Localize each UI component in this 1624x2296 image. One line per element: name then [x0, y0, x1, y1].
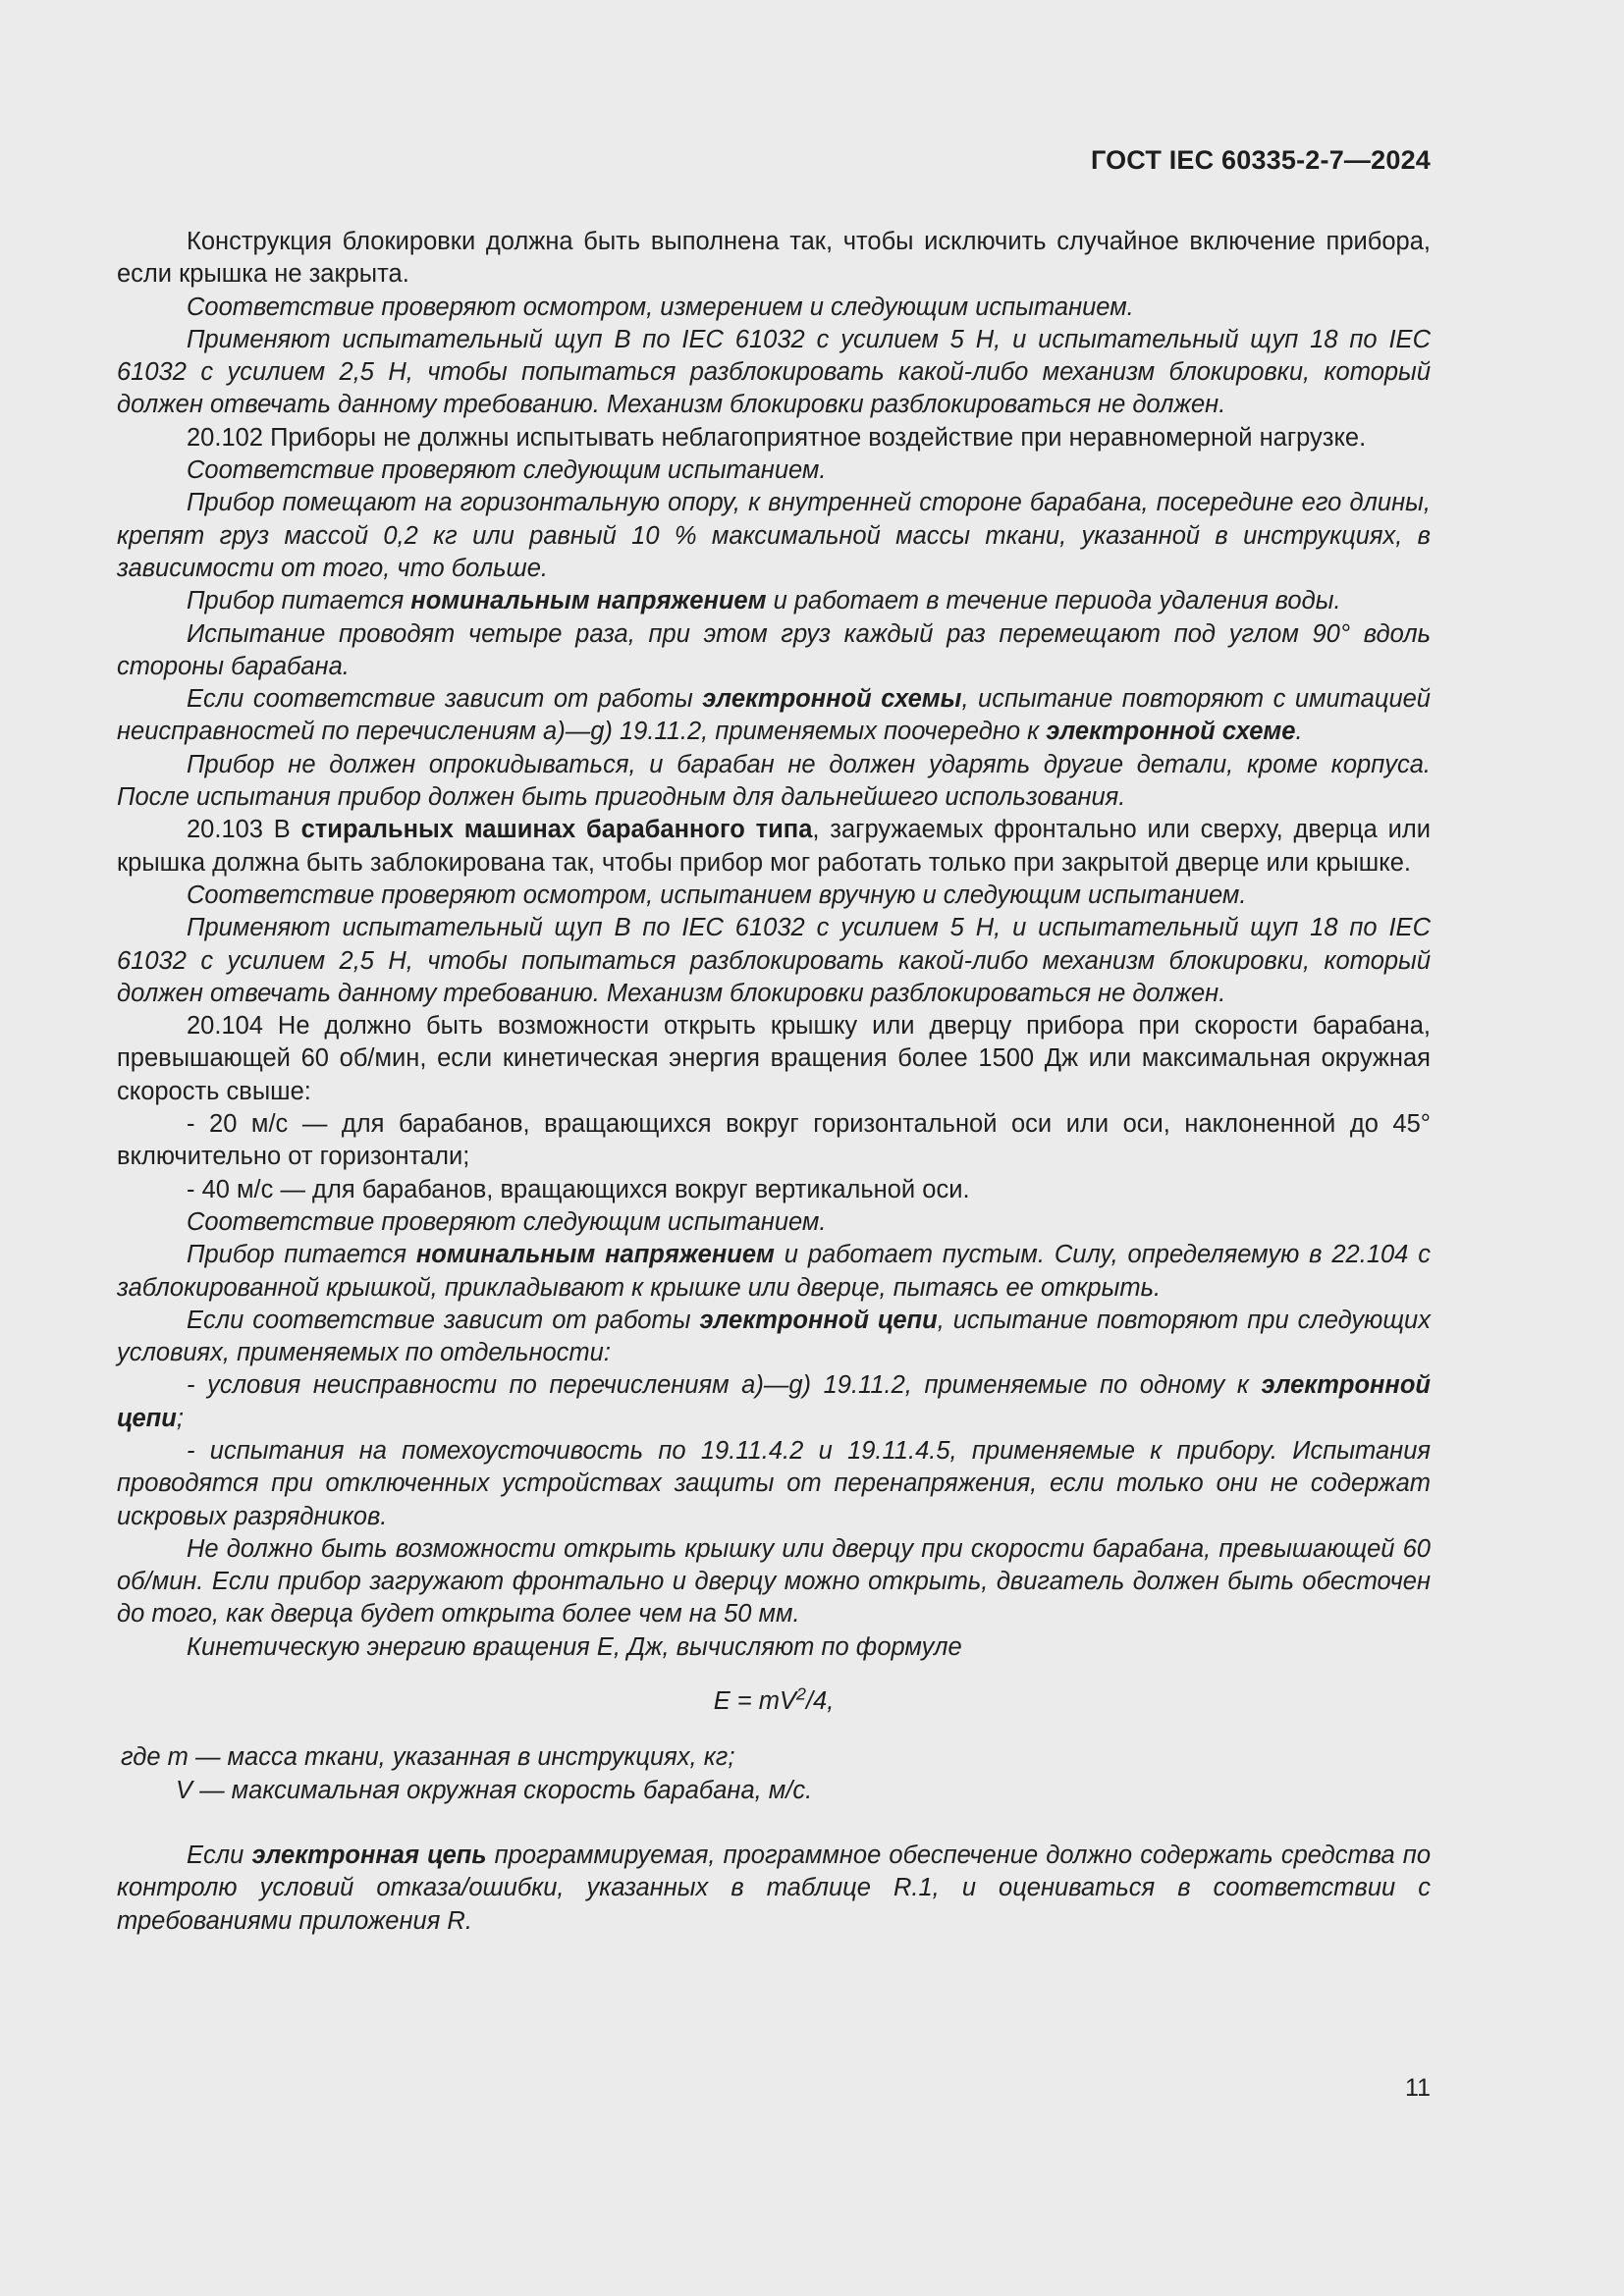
defined-term: электронной цепи	[117, 1371, 1431, 1432]
formula: $E = mV^2/4$,	[713, 1683, 835, 1716]
paragraph: Не должно быть возможности открыть крышку или дверцу при скорости барабана, превышающей 60 об/мин. Если прибор загружают фронтально и дверцу можно открыть, двигатель должен быть обесточен до того, как дверца будет открыта более чем на 50 мм.	[117, 1534, 1431, 1629]
paragraph: Соответствие проверяют осмотром, измерением и следующим испытанием.	[187, 293, 1134, 321]
paragraph: Прибор питается номинальным напряжением и работает пустым. Силу, определяемую в 22.104 с заблокированной крышкой, прикладывают к крышке или дверце, пытаясь ее открыть.	[117, 1241, 1431, 1302]
defined-term: электронная цепь	[251, 1841, 487, 1869]
defined-term: электронной цепи	[699, 1306, 938, 1334]
list-item: - условия неисправности по перечислениям a)—g) 19.11.2, применяемые по одному к электронной цепи;	[117, 1371, 1431, 1432]
formula-legend-item: где m — масса ткани, указанная в инструкциях, кг;	[121, 1743, 735, 1772]
paragraph: Конструкция блокировки должна быть выполнена так, чтобы исключить случайное включение прибора, если крышка не закрыта.	[117, 228, 1431, 289]
paragraph: Прибор не должен опрокидываться, и барабан не должен ударять другие детали, кроме корпуса. После испытания прибор должен быть пригодным для дальнейшего использования.	[117, 750, 1431, 812]
list-item: - 40 м/с — для барабанов, вращающихся вокруг вертикальной оси.	[187, 1175, 970, 1203]
defined-term: электронной схемы	[702, 685, 962, 714]
defined-term: стиральных машинах барабанного типа	[300, 816, 813, 844]
formula-legend-item: V — максимальная окружная скорость барабана, м/с.	[176, 1776, 813, 1804]
document-header: ГОСТ IEC 60335-2-7—2024	[1090, 145, 1431, 175]
defined-term: номинальным напряжением	[415, 1241, 775, 1269]
paragraph: Испытание проводят четыре раза, при этом груз каждый раз перемещают под углом 90° вдоль стороны барабана.	[117, 619, 1431, 680]
list-item: - испытания на помехоусточивость по 19.11.4.2 и 19.11.4.5, применяемые к прибору. Испытания проводятся при отключенных устройствах защиты от перенапряжения, если только они не содержат искровых разрядников.	[117, 1436, 1431, 1530]
paragraph: Прибор помещают на горизонтальную опору, к внутренней стороне барабана, посередине его длины, крепят груз массой 0,2 кг или равный 10 % максимальной массы ткани, указанной в инструкциях, в зависимости от того, что больше.	[117, 489, 1431, 582]
paragraph: Прибор питается номинальным напряжением и работает в течение периода удаления воды.	[187, 587, 1341, 615]
paragraph: Применяют испытательный щуп B по IEC 61032 с усилием 5 Н, и испытательный щуп 18 по IEC 61032 с усилием 2,5 Н, чтобы попытаться разблокировать какой-либо механизм блокировки, который должен отвечать данному требованию. Механизм блокировки разблокироваться не должен.	[117, 914, 1431, 1007]
document-body	[117, 226, 1431, 1938]
paragraph: Соответствие проверяют осмотром, испытанием вручную и следующим испытанием.	[187, 881, 1247, 909]
paragraph: Кинетическую энергию вращения E, Дж, вычисляют по формуле	[187, 1632, 962, 1661]
paragraph: Применяют испытательный щуп B по IEC 61032 с усилием 5 Н, и испытательный щуп 18 по IEC 61032 с усилием 2,5 Н, чтобы попытаться разблокировать какой-либо механизм блокировки, который должен отвечать данному требованию. Механизм блокировки разблокироваться не должен.	[117, 325, 1431, 419]
paragraph: Если соответствие зависит от работы электронной цепи, испытание повторяют при следующих условиях, применяемых по отдельности:	[117, 1306, 1431, 1367]
clause-20-103: 20.103 В стиральных машинах барабанного типа, загружаемых фронтально или сверху, дверца или крышка должна быть заблокирована так, чтобы прибор мог работать только при закрытой дверце или крышке.	[117, 816, 1432, 877]
paragraph: Если соответствие зависит от работы электронной схемы, испытание повторяют с имитацией неисправностей по перечислениям a)—g) 19.11.2, применяемых поочередно к электронной схеме.	[117, 685, 1431, 746]
paragraph: Соответствие проверяют следующим испытанием.	[187, 1207, 827, 1236]
paragraph: Соответствие проверяют следующим испытанием.	[187, 456, 827, 485]
page-number: 11	[1405, 2074, 1431, 2102]
defined-term: электронной схеме	[1046, 718, 1296, 746]
list-item: - 20 м/с — для барабанов, вращающихся вокруг горизонтальной оси или оси, наклоненной до 45° включительно от горизонтали;	[117, 1110, 1431, 1171]
defined-term: номинальным напряжением	[410, 587, 767, 615]
clause-20-102: 20.102 Приборы не должны испытывать неблагоприятное воздействие при неравномерной нагрузке.	[187, 423, 1367, 452]
clause-20-104: 20.104 Не должно быть возможности открыть крышку или дверцу прибора при скорости барабана, превышающей 60 об/мин, если кинетическая энергия вращения более 1500 Дж или максимальная окружная скорость свыше:	[117, 1012, 1431, 1105]
spacer	[117, 1807, 1431, 1840]
paragraph: Если электронная цепь программируемая, программное обеспечение должно содержать средства по контролю условий отказа/ошибки, указанных в таблице R.1, и оцениваться в соответствии с требованиями приложения R.	[117, 1841, 1432, 1935]
